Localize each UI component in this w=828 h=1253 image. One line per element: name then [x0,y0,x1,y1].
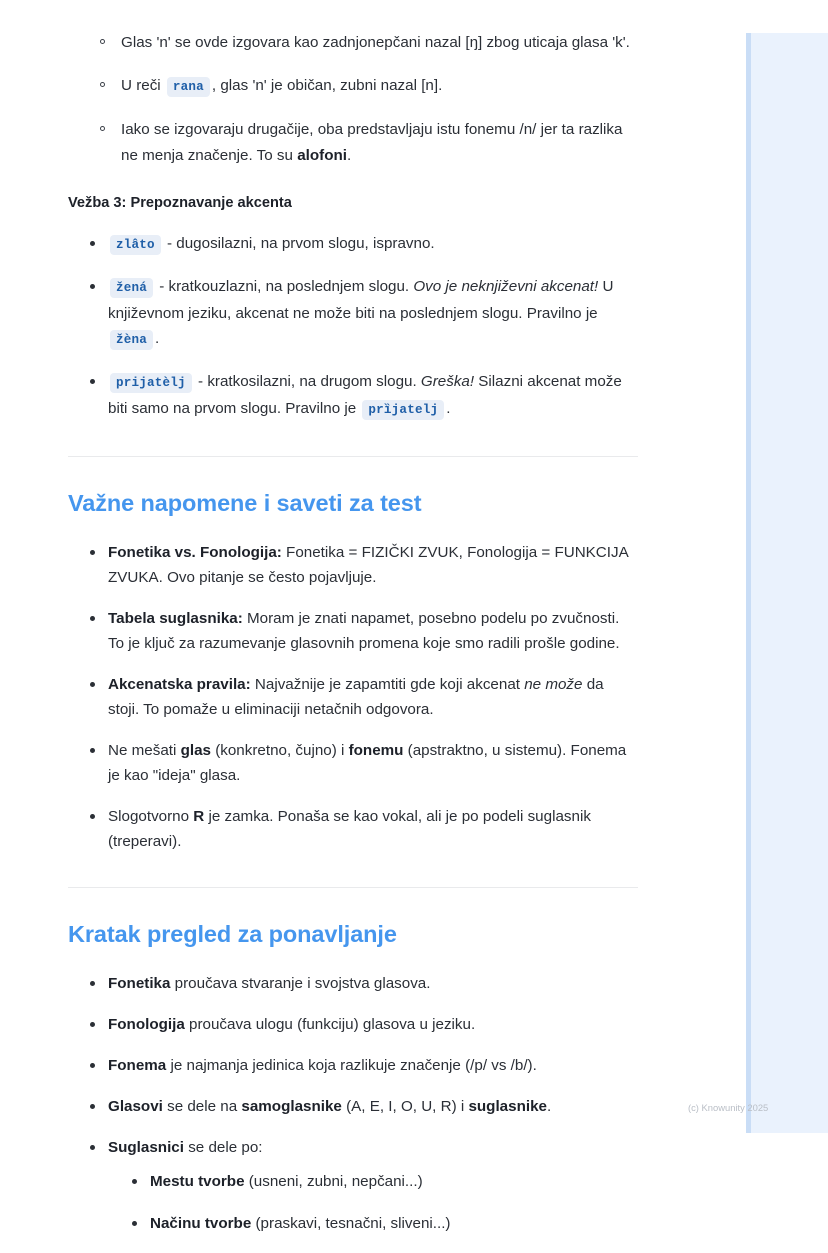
code-chip: prijatèlj [110,373,192,393]
text-run: Glas 'n' se ovde izgovara kao zadnjonepčani nazal [ŋ] zbog uticaja glasa 'k'. [121,34,630,51]
text-run: . [546,1098,552,1115]
text-run: U književnom jeziku, akcenat ne može biti na poslednjem slogu. Pravilno je [108,278,614,322]
bold-term: R [193,808,205,825]
text-run: . [346,147,352,164]
italic-note: ne može [524,676,583,693]
bold-term: Fonema [108,1057,167,1074]
text-run: . [155,330,160,347]
list-item [88,369,638,423]
list-item [88,1135,638,1236]
text-run: - dugosilazni, na prvom slogu, ispravno. [162,235,435,252]
list-item [88,231,638,258]
list-item [88,274,638,353]
section-divider-2 [68,887,638,888]
bold-term: Suglasnici [108,1139,184,1156]
italic-note: Greška! [420,373,475,390]
bold-term: Načinu tvorbe [150,1215,252,1232]
code-chip: zlâto [110,235,161,255]
text-run: Moram je znati napamet, posebno podelu po zvučnosti. To je ključ za razumevanje glasovnih promena koje smo radili prošle godine. [108,610,620,652]
list-item [98,30,638,56]
bold-term: glas [180,742,211,759]
text-run: Fonetika = FIZIČKI ZVUK, Fonologija = FUNKCIJA ZVUKA. Ovo pitanje se često pojavljuje. [108,544,628,586]
list-item [88,1012,638,1037]
bold-term: Tabela suglasnika: [108,610,243,627]
text-run: Iako se izgovaraju drugačije, oba predstavljaju istu fonemu /n/ jer ta razlika ne menja značenje. To su [121,121,623,164]
exercise-3-heading: Vežba 3: Prepoznavanje akcenta [68,195,292,211]
code-chip: žèna [110,330,153,350]
list-item [98,73,638,100]
bold-term: Glasovi [108,1098,163,1115]
page-side-strip [746,33,828,1133]
list-item [88,971,638,996]
important-notes-heading: Važne napomene i saveti za test [68,490,422,516]
bold-term: Mestu tvorbe [150,1173,245,1190]
allophone-list [68,30,638,169]
important-notes-list [68,540,638,854]
code-chip: prȉjatelj [362,400,444,420]
page-side-strip-edge [746,33,751,1133]
text-run: . [446,400,451,417]
text-run: U reči [121,77,165,94]
text-run: je zamka. Ponaša se kao vokal, ali je po podeli suglasnik (treperavi). [108,808,591,850]
quick-review-list [68,971,638,1236]
text-run: Ne mešati [108,742,181,759]
list-item [88,606,638,656]
text-run: - kratkouzlazni, na poslednjem slogu. [155,278,414,295]
text-run: se dele na [162,1098,242,1115]
list-item [88,1094,638,1119]
sub-list-item [130,1169,638,1194]
text-run: se dele po: [183,1139,263,1156]
bold-term: suglasnike [468,1098,547,1115]
code-chip: rana [167,77,210,97]
sub-list [108,1169,638,1236]
bold-term: fonemu [348,742,404,759]
text-run: je najmanja jedinica koja razlikuje značenje (/p/ vs /b/). [166,1057,537,1074]
text-run: (usneni, zubni, nepčani...) [244,1173,423,1190]
text-run: Najvažnije je zapamtiti gde koji akcenat [250,676,525,693]
text-run: , glas 'n' je običan, zubni nazal [n]. [211,77,443,94]
text-run: (A, E, I, O, U, R) i [341,1098,469,1115]
bold-term: Fonologija [108,1016,185,1033]
list-item [88,540,638,590]
document-content [0,30,700,1236]
code-chip: žená [110,278,153,298]
copyright-watermark: (c) Knowunity 2025 [688,1102,769,1113]
list-item [88,1053,638,1078]
text-run: proučava stvaranje i svojstva glasova. [170,975,431,992]
bold-term: Fonetika [108,975,171,992]
bold-term: Fonetika vs. Fonologija: [108,544,282,561]
text-run: (konkretno, čujno) i [210,742,349,759]
list-item [98,117,638,169]
text-run: da stoji. To pomaže u eliminaciji netačnih odgovora. [108,676,604,718]
text-run: Slogotvorno [108,808,194,825]
text-run: (praskavi, tesnačni, sliveni...) [251,1215,451,1232]
bold-term: samoglasnike [241,1098,342,1115]
exercise-3-list [68,231,638,423]
text-run: proučava ulogu (funkciju) glasova u jeziku. [184,1016,476,1033]
list-item [88,738,638,788]
bold-term: Akcenatska pravila: [108,676,251,693]
italic-note: Ovo je neknjiževni akcenat! [413,278,599,295]
text-run: Silazni akcenat može biti samo na prvom slogu. Pravilno je [108,373,622,417]
list-item [88,672,638,722]
sub-list-item [130,1211,638,1236]
bold-term: alofoni [297,147,347,164]
quick-review-heading: Kratak pregled za ponavljanje [68,921,397,947]
list-item [88,804,638,854]
text-run: - kratkosilazni, na drugom slogu. [193,373,421,390]
section-divider-1 [68,456,638,457]
text-run: (apstraktno, u sistemu). Fonema je kao "ideja" glasa. [108,742,627,784]
